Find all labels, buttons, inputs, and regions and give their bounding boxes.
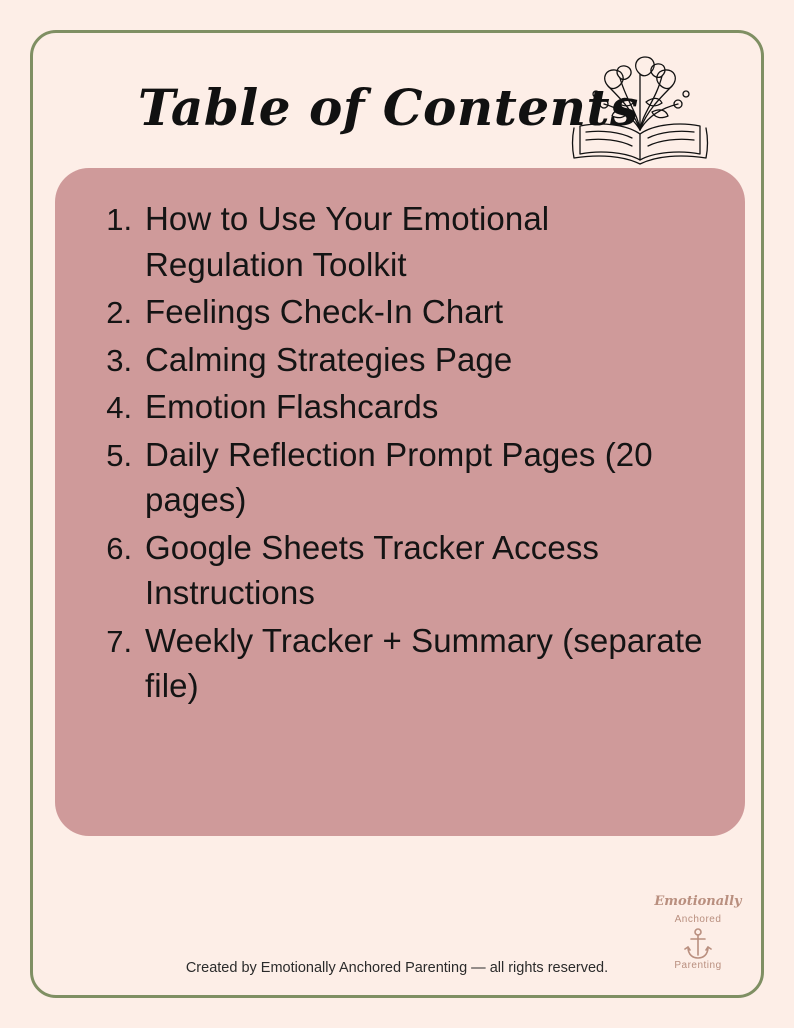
table-of-contents-card xyxy=(55,168,745,836)
list-item: 6. Google Sheets Tracker Access Instructions xyxy=(141,525,705,616)
list-item: 7. Weekly Tracker + Summary (separate file) xyxy=(141,618,705,709)
flowers-in-open-book-icon xyxy=(560,42,720,167)
page-title: Table of Contents xyxy=(138,77,639,137)
list-item: 3. Calming Strategies Page xyxy=(141,337,705,383)
list-item: 2. Feelings Check-In Chart xyxy=(141,289,705,335)
brand-logo xyxy=(648,888,748,988)
anchor-icon xyxy=(684,928,712,960)
list-item: 4. Emotion Flashcards xyxy=(141,384,705,430)
toc-list xyxy=(95,196,705,709)
list-item: 1. How to Use Your Emotional Regulation Toolkit xyxy=(141,196,705,287)
footer-credit: Created by Emotionally Anchored Parenting — all rights reserved. xyxy=(185,960,609,976)
list-item: 5. Daily Reflection Prompt Pages (20 pages) xyxy=(141,432,705,523)
logo-mid-text: Anchored xyxy=(674,914,722,925)
logo-bottom-text: Parenting xyxy=(674,960,722,971)
logo-top-text: Emotionally xyxy=(654,894,742,909)
